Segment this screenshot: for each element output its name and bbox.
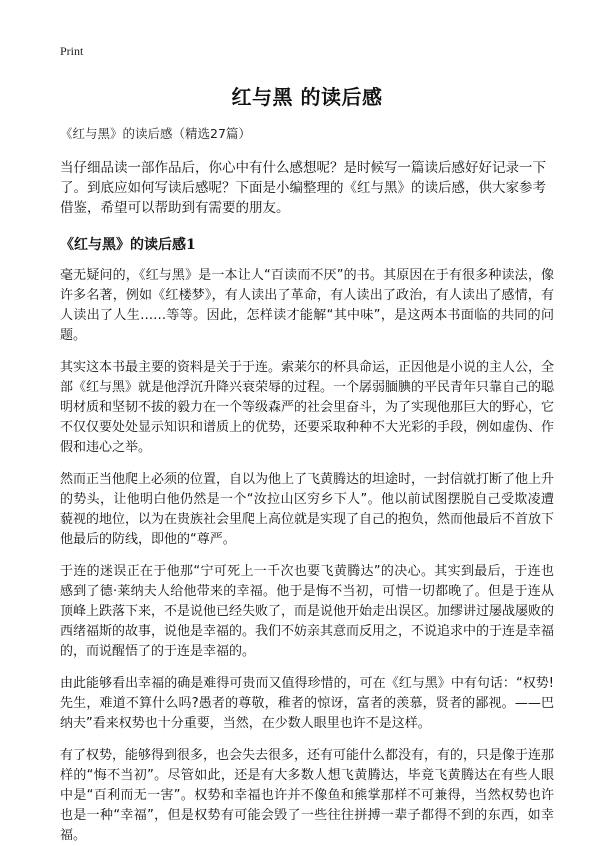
page-subtitle: 《红与黑》的读后感（精选27篇） <box>60 126 251 141</box>
body-paragraph: 毫无疑问的，《红与黑》是一本让人“百读而不厌”的书。其原因在于有很多种读法，像许多名著，例如《红楼梦》，有人读出了革命，有人读出了政治，有人读出了感情，有人读出了人生……等等。因此，怎样读才能解“其中味”，是这两本书面临的共同的问题。 <box>60 268 554 343</box>
body-paragraph: 于连的迷误正在于他那“宁可死上一千次也要飞黄腾达”的决心。其实到最后，于连也感到了德·莱纳夫人给他带来的幸福。他于是悔不当初，可惜一切都晚了。但是于连从顶峰上跌落下来，不是说他已经失败了，而是说他开始走出误区。加缪讲过屡战屡败的西绪福斯的故事，说他是幸福的。我们不妨亲其意而反用之，不说追求中的于连是幸福的，而说醒悟了的于连是幸福的。 <box>60 564 555 659</box>
body-paragraph: 有了权势，能够得到很多，也会失去很多，还有可能什么都没有，有的，只是像于连那样的“悔不当初”。尽管如此，还是有大多数人想飞黄腾达，毕竟飞黄腾达在有些人眼中是“百利而无一害”。权势和幸福也许并不像鱼和熊掌那样不可兼得，当然权势也许也是一种“幸福”，但是权势有可能会毁了一些往往拼搏一辈子都得不到的东西，如幸福。 <box>60 748 555 843</box>
section-heading: 《红与黑》的读后感1 <box>60 237 196 253</box>
page-title: 红与黑 的读后感 <box>231 85 383 109</box>
print-label: Print <box>60 44 84 58</box>
body-paragraph: 由此能够看出幸福的确是难得可贵而又值得珍惜的，可在《红与黑》中有句话：“权势!先生，难道不算什么吗?愚者的尊敬，稚者的惊讶，富者的羡慕，贤者的鄙视。——巴纳夫”看来权势也十分重要，当然，在少数人眼里也许不是这样。 <box>60 676 554 731</box>
body-paragraph: 然而正当他爬上必须的位置，自以为他上了飞黄腾达的坦途时，一封信就打断了他上升的势头，让他明白他仍然是一个“汝拉山区穷乡下人”。他以前试图摆脱自己受欺凌遭藐视的地位，以为在贵族社会里爬上高位就是实现了自己的抱负，然而他最后不首放下他最后的防线，即他的“尊严。 <box>60 472 555 547</box>
body-paragraph: 其实这本书最主要的资料是关于于连。索莱尔的杯具命运，正因他是小说的主人公，全部《红与黑》就是他浮沉升降兴衰荣辱的过程。一个孱弱腼腆的平民青年只靠自己的聪明材质和坚韧不拔的毅力在一个等级森严的社会里奋斗，为了实现他那巨大的野心，它不仅仅要处处显示知识和谱质上的优势，还要采取种种不大光彩的手段，例如虚伪、作假和违心之举。 <box>60 360 555 455</box>
intro-paragraph: 当仔细品读一部作品后，你心中有什么感想呢？是时候写一篇读后感好好记录一下了。到底应如何写读后感呢？下面是小编整理的《红与黑》的读后感，供大家参考借鉴，希望可以帮助到有需要的朋友。 <box>60 160 546 216</box>
